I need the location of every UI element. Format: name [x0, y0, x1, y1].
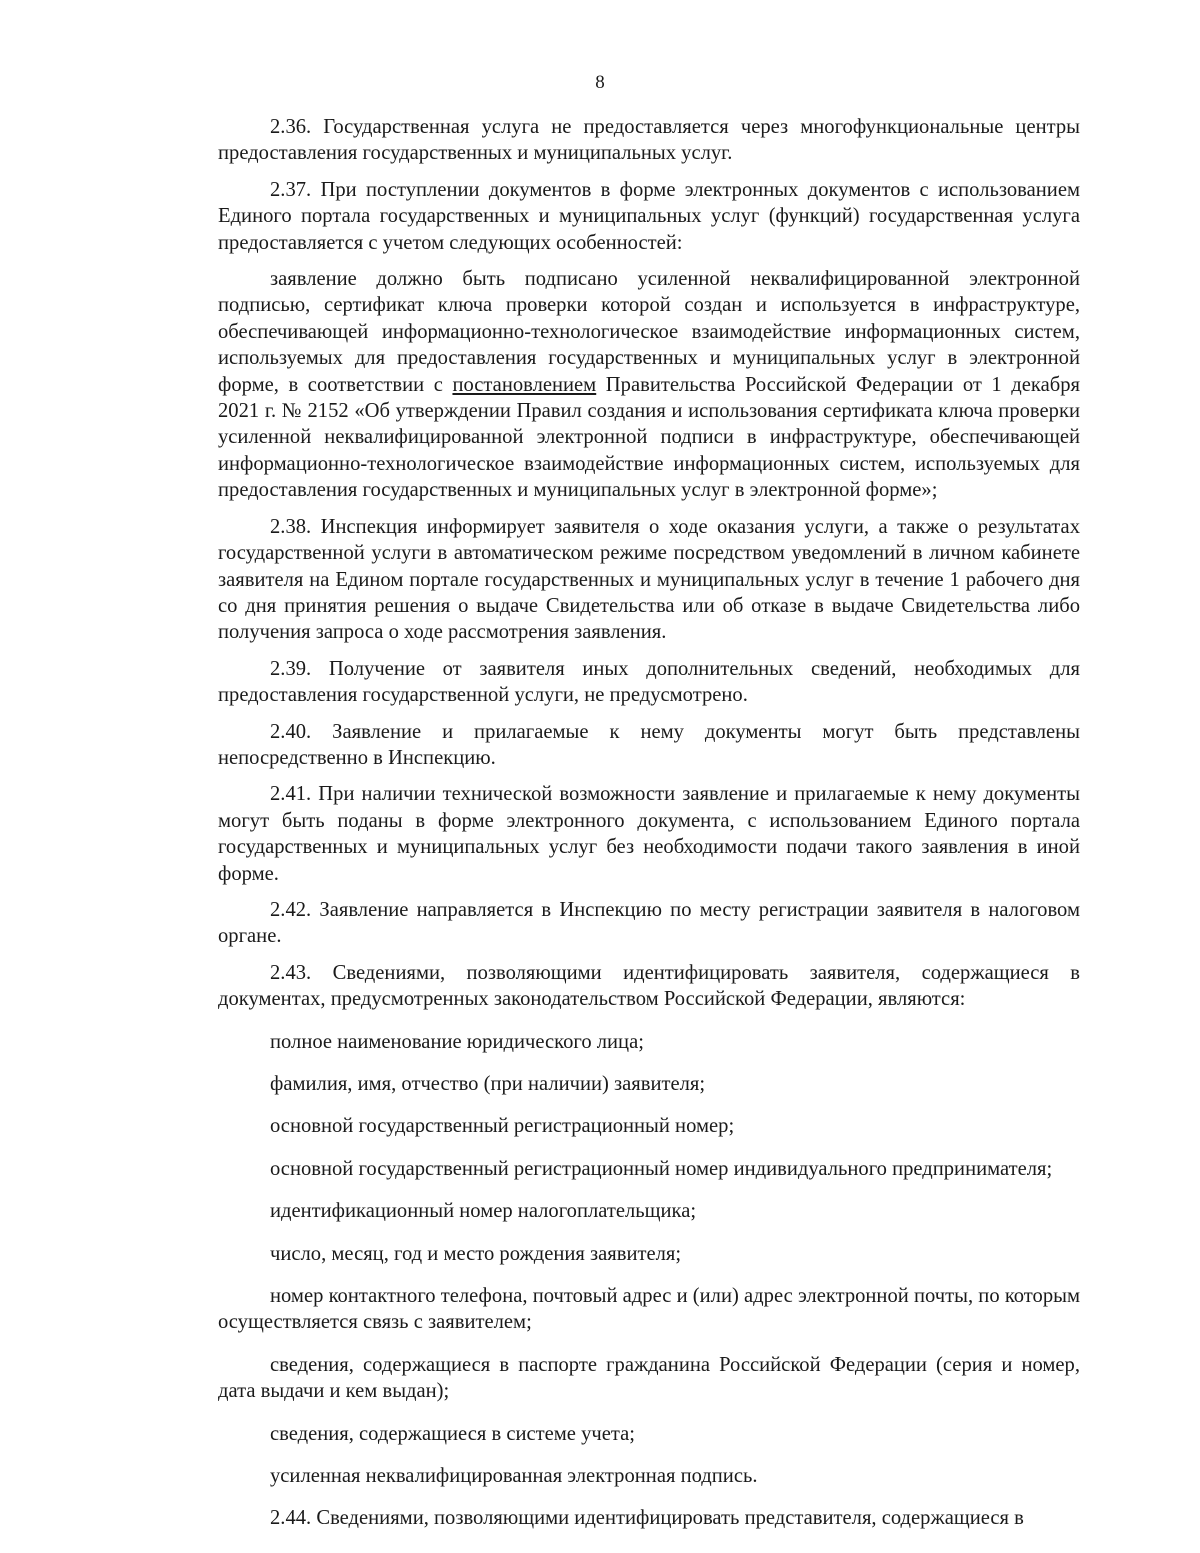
paragraph-signature-requirement	[218, 266, 1080, 504]
paragraph-2-42: 2.42. Заявление направляется в Инспекцию по месту регистрации заявителя в налоговом органе.	[218, 898, 1080, 948]
page-number: 8	[595, 72, 605, 93]
paragraph-text-start: заявление должно быть подписано усиленной неквалифицированной электронной подписью, сертификат ключа проверки которой создан и используется в инфраструктуре, обеспечивающей информационно-технологическое взаимодействие информационных систем, используемых для предоставления государственных и муниципальных услуг в электронной форме, в соответствии с	[218, 268, 1080, 396]
list-item: сведения, содержащиеся в паспорте гражданина Российской Федерации (серия и номер, дата выдачи и кем выдан);	[218, 1353, 1080, 1403]
list-item: основной государственный регистрационный номер;	[270, 1115, 735, 1138]
paragraph-2-36: 2.36. Государственная услуга не предоставляется через многофункциональные центры предоставления государственных и муниципальных услуг.	[218, 116, 1080, 165]
paragraph-2-37: 2.37. При поступлении документов в форме электронных документов с использованием Единого портала государственных и муниципальных услуг (функций) государственная услуга предоставляется с учетом следующих особенностей:	[218, 178, 1080, 254]
list-item: идентификационный номер налогоплательщика;	[270, 1200, 697, 1223]
paragraph-2-41: 2.41. При наличии технической возможности заявление и прилагаемые к нему документы могут быть поданы в форме электронного документа, с использованием Единого портала государственных и муниципальных услуг без необходимости подачи такого заявления в иной форме.	[218, 783, 1080, 885]
list-item: усиленная неквалифицированная электронная подпись.	[270, 1465, 758, 1488]
list-item: номер контактного телефона, почтовый адрес и (или) адрес электронной почты, по которым осуществляется связь с заявителем;	[218, 1285, 1080, 1334]
list-item: сведения, содержащиеся в системе учета;	[270, 1422, 636, 1445]
list-item: полное наименование юридического лица;	[270, 1030, 644, 1053]
paragraph-text-end: Правительства Российской Федерации от 1 декабря 2021 г. № 2152 «Об утверждении Правил создания и использования сертификата ключа проверки усиленной неквалифицированной электронной подписи в инфраструктуре, обеспечивающей информационно-технологическое взаимодействие информационных систем, используемых для предоставления государственных и муниципальных услуг в электронной форме»;	[218, 373, 1080, 502]
paragraph-2-44: 2.44. Сведениями, позволяющими идентифицировать представителя, содержащиеся в	[270, 1507, 1024, 1530]
resolution-link[interactable]: постановлением	[452, 373, 597, 396]
list-item: фамилия, имя, отчество (при наличии) заявителя;	[270, 1073, 706, 1095]
list-item: основной государственный регистрационный номер индивидуального предпринимателя;	[270, 1157, 1053, 1180]
paragraph-2-38: 2.38. Инспекция информирует заявителя о ходе оказания услуги, а также о результатах государственной услуги в автоматическом режиме посредством уведомлений в личном кабинете заявителя на Едином портале государственных и муниципальных услуг в течение 1 рабочего дня со дня принятия решения о выдаче Свидетельства или об отказе в выдаче Свидетельства либо получения запроса о ходе рассмотрения заявления.	[218, 515, 1080, 644]
paragraph-2-39: 2.39. Получение от заявителя иных дополнительных сведений, необходимых для предоставления государственной услуги, не предусмотрено.	[218, 657, 1080, 707]
paragraph-2-40: 2.40. Заявление и прилагаемые к нему документы могут быть представлены непосредственно в Инспекцию.	[218, 720, 1080, 769]
document-body	[218, 114, 1080, 1542]
list-item: число, месяц, год и место рождения заявителя;	[270, 1242, 682, 1265]
paragraph-2-43: 2.43. Сведениями, позволяющими идентифицировать заявителя, содержащиеся в документах, предусмотренных законодательством Российской Федерации, являются:	[218, 961, 1080, 1011]
